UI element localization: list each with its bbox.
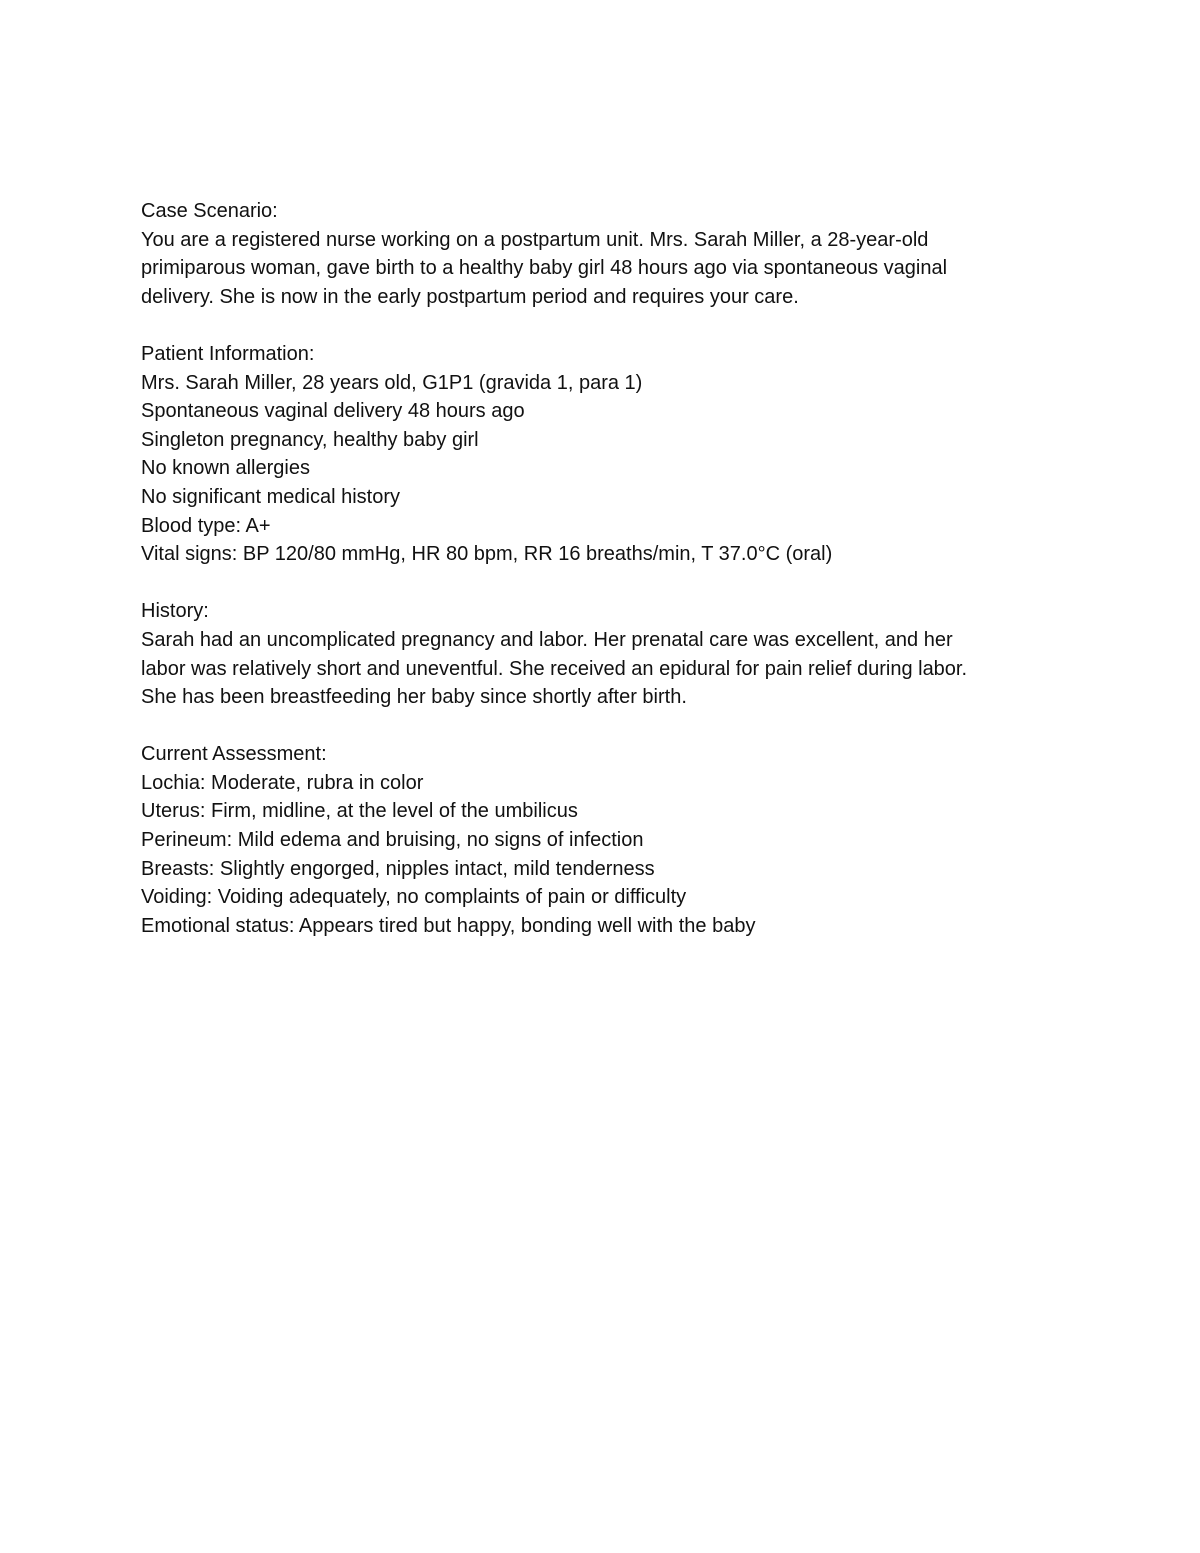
section-patient-information	[141, 340, 1061, 569]
assessment-line: Voiding: Voiding adequately, no complaints of pain or difficulty	[141, 886, 687, 909]
assessment-line: Lochia: Moderate, rubra in color	[141, 771, 424, 794]
info-line: Vital signs: BP 120/80 mmHg, HR 80 bpm, RR 16 breaths/min, T 37.0°C (oral)	[141, 543, 833, 566]
section-heading: Case Scenario:	[141, 200, 278, 222]
assessment-line: Breasts: Slightly engorged, nipples intact, mild tenderness	[141, 857, 655, 880]
info-line: Mrs. Sarah Miller, 28 years old, G1P1 (gravida 1, para 1)	[141, 371, 643, 394]
assessment-line: Emotional status: Appears tired but happy, bonding well with the baby	[141, 914, 756, 937]
info-line: Singleton pregnancy, healthy baby girl	[141, 428, 479, 451]
assessment-line: Uterus: Firm, midline, at the level of the umbilicus	[141, 800, 578, 823]
paragraph-line: delivery. She is now in the early postpartum period and requires your care.	[141, 285, 799, 308]
paragraph-line: Sarah had an uncomplicated pregnancy and labor. Her prenatal care was excellent, and her	[141, 628, 953, 651]
document-body	[141, 197, 1061, 969]
section-heading: Patient Information:	[141, 342, 315, 365]
paragraph-line: labor was relatively short and uneventful. She received an epidural for pain relief during labor.	[141, 657, 968, 680]
section-history	[141, 597, 1061, 711]
section-heading: History:	[141, 600, 209, 623]
info-line: No known allergies	[141, 457, 310, 480]
paragraph-line: She has been breastfeeding her baby since shortly after birth.	[141, 686, 687, 709]
section-case-scenario	[141, 197, 1061, 311]
section-current-assessment	[141, 740, 1061, 940]
info-line: Spontaneous vaginal delivery 48 hours ago	[141, 400, 525, 423]
assessment-line: Perineum: Mild edema and bruising, no signs of infection	[141, 829, 644, 852]
section-heading: Current Assessment:	[141, 743, 327, 766]
info-line: Blood type: A+	[141, 514, 271, 537]
paragraph-line: primiparous woman, gave birth to a healthy baby girl 48 hours ago via spontaneous vaginal	[141, 257, 948, 280]
info-line: No significant medical history	[141, 485, 400, 508]
paragraph-line: You are a registered nurse working on a postpartum unit. Mrs. Sarah Miller, a 28-year-old	[141, 228, 929, 251]
